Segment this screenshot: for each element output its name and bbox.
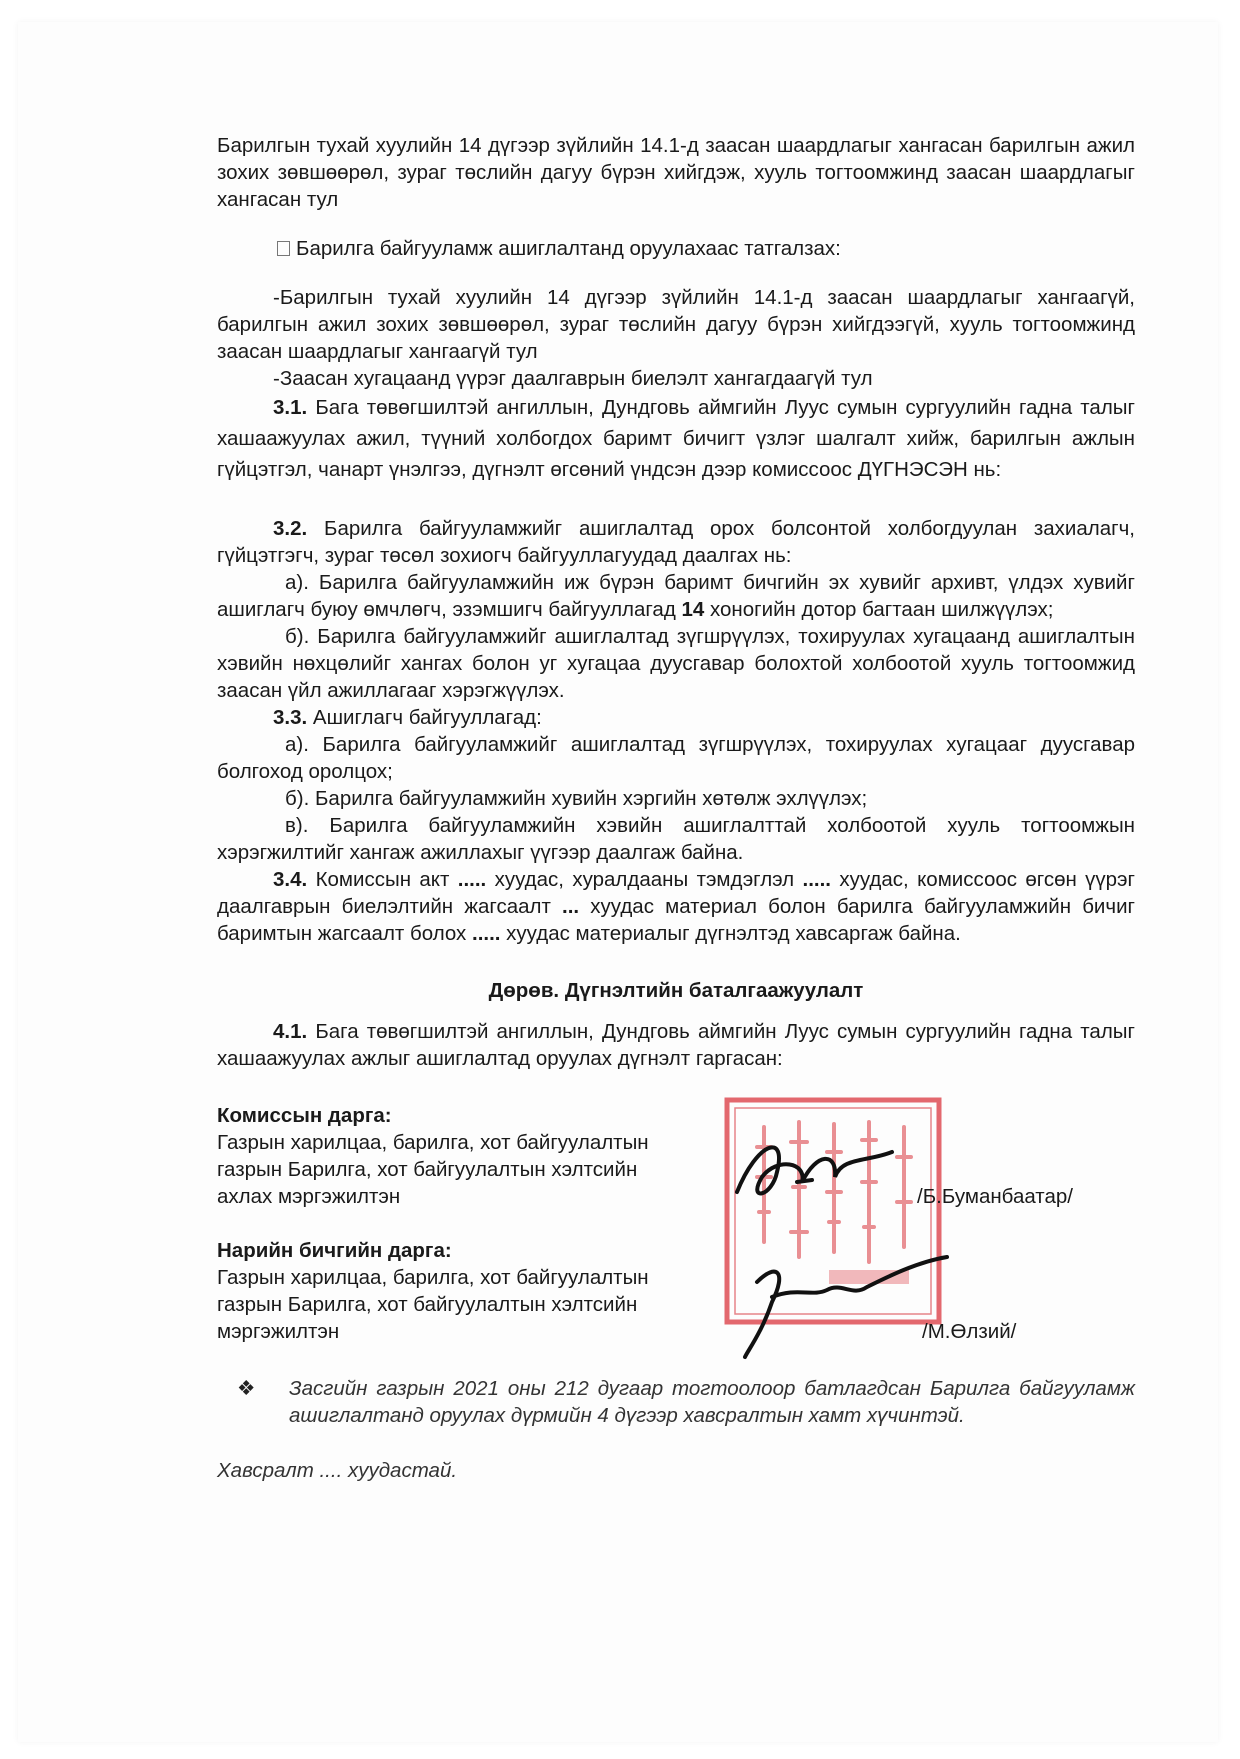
refuse-label: Барилга байгууламж ашиглалтанд оруулахаас татгалзах: [296,237,841,260]
secretary-position-line: газрын Барилга, хот байгуулалтын хэлтсийн [217,1293,638,1316]
chair-position-line: ахлах мэргэжилтэн [217,1185,401,1208]
section-3-2 [217,515,1135,569]
section-text: Бага төвөгшилтэй ангиллын, Дундговь аймгийн Луус сумын сургуулийн гадна талыг хашаажуулах ажил, түүний холбогдох баримт бичигт үзлэг шалгалт хийж, барилгын ажлын гүйцэтгэл, чанарт үнэлгээ, дүгнэлт өгсөний үндсэн дээр комиссоос ДҮГНЭСЭН нь: [217,396,1135,481]
section-text: хуудас, хуралдааны тэмдэглэл [486,868,803,891]
section-3-3-a: а). Барилга байгууламжийг ашиглалтад зүгшрүүлэх, тохируулах хугацааг дуусгавар болгоход оролцох; [217,733,1135,783]
document-body [217,132,1135,1484]
attachment-note: Хавсралт .... хуудастай. [217,1459,458,1482]
refuse-reason-1: -Барилгын тухай хуулийн 14 дүгээр зүйлийн 14.1-д заасан шаардлагыг хангаагүй, барилгын ажил зохих зөвшөөрөл, зураг төслийн дагуу бүрэн хийгдээгүй, хууль тогтоомжинд заасан шаардлагыг хангаагүй тул [217,286,1135,363]
validity-note [217,1375,1135,1429]
days-number: 14 [681,598,705,621]
secretary-position-line: мэргэжилтэн [217,1320,340,1343]
checkbox-icon[interactable] [277,241,290,256]
chair-title: Комиссын дарга: [217,1104,392,1127]
section-number: 3.2. [273,517,308,540]
chair-signature-icon [717,1132,917,1212]
item-text: хоногийн дотор багтаан шилжүүлэх; [704,598,1054,621]
chair-name: /Б.Буманбаатар/ [917,1185,1073,1208]
section-3-4 [217,866,1135,947]
section-number: 4.1. [273,1020,308,1043]
section-4-heading: Дөрөв. Дүгнэлтийн баталгаажуулалт [488,979,864,1002]
item-text: а). Барилга байгууламжийн иж бүрэн баримт бичгийн эх хувийг архивт, үлдэх хувийг ашиглагч буюу өмчлөгч, эзэмшигч байгууллагад [217,571,1135,621]
secretary-title: Нарийн бичгийн дарга: [217,1239,452,1262]
section-4-1 [217,1018,1135,1072]
blank-dots: ... [562,895,580,918]
chair-position-line: Газрын харилцаа, барилга, хот байгуулалтын [217,1131,649,1154]
section-number: 3.1. [273,396,308,419]
section-number: 3.4. [273,868,308,891]
section-text: Бага төвөгшилтэй ангиллын, Дундговь аймгийн Луус сумын сургуулийн гадна талыг хашаажуулах ажлыг ашиглалтад оруулах дүгнэлт гаргасан: [217,1020,1135,1070]
note-text: Засгийн газрын 2021 оны 212 дугаар тогтоолоор батлагдсан Барилга байгууламж ашиглалтанд оруулах дүрмийн 4 дүгээр хавсралтын хамт хүчинтэй. [289,1377,1135,1427]
blank-dots: ..... [457,868,487,891]
section-3-2-b: б). Барилга байгууламжийг ашиглалтад зүгшрүүлэх, тохируулах хугацаанд ашиглалтын хэвийн нөхцөлийг хангах болон уг хугацаа дуусгавар болохтой холбоотой хууль тогтоомжид заасан үйл ажиллагааг хэрэгжүүлэх. [217,625,1135,702]
section-3-3-c: в). Барилга байгууламжийн хэвийн ашиглалттай холбоотой хууль тогтоомжын хэрэгжилтийг хангаж ажиллахыг үүгээр даалгаж байна. [217,814,1135,864]
secretary-signature-icon [717,1242,957,1362]
section-text: Ашиглагч байгууллагад: [307,706,542,729]
chair-block [217,1102,737,1210]
diamond-bullet-icon: ❖ [237,1377,256,1400]
blank-dots: ..... [802,868,831,891]
refuse-option [217,235,1135,262]
section-3-3 [217,704,1135,731]
blank-dots: ..... [472,922,501,945]
intro-paragraph: Барилгын тухай хуулийн 14 дүгээр зүйлийн 14.1-д заасан шаардлагыг хангасан барилгын ажил зохих зөвшөөрөл, зураг төслийн дагуу бүрэн хийгдэж, хууль тогтоомжинд заасан шаардлагыг хангасан тул [217,134,1135,211]
document-page [18,22,1218,1742]
secretary-position-line: Газрын харилцаа, барилга, хот байгуулалтын [217,1266,649,1289]
section-text: хуудас, комиссоос өгсөн үүрэг даалгаврын биелэлтийн жагсаалт [217,868,1135,918]
refuse-reason-2: -Заасан хугацаанд үүрэг даалгаврын биелэлт хангагдаагүй тул [273,367,873,390]
signature-area [217,1102,1135,1357]
section-3-2-a [217,569,1135,623]
section-text: хуудас материал болон барилга байгууламжийн бичиг баримтын жагсаалт болох [217,895,1135,945]
section-text: Барилга байгууламжийг ашиглалтад орох болсонтой холбогдуулан захиалагч, гүйцэтгэгч, зураг төсөл зохиогч байгууллагуудад даалгах нь: [217,517,1135,567]
section-text: Комиссын акт [307,868,458,891]
section-text: хуудас материалыг дүгнэлтэд хавсаргаж байна. [500,922,961,945]
section-3-3-b: б). Барилга байгууламжийн хувийн хэргийн хөтөлж эхлүүлэх; [285,787,868,810]
secretary-block [217,1237,737,1345]
secretary-name: /М.Өлзий/ [922,1320,1017,1343]
section-3-1 [217,392,1135,485]
chair-position-line: газрын Барилга, хот байгуулалтын хэлтсийн [217,1158,638,1181]
section-number: 3.3. [273,706,308,729]
